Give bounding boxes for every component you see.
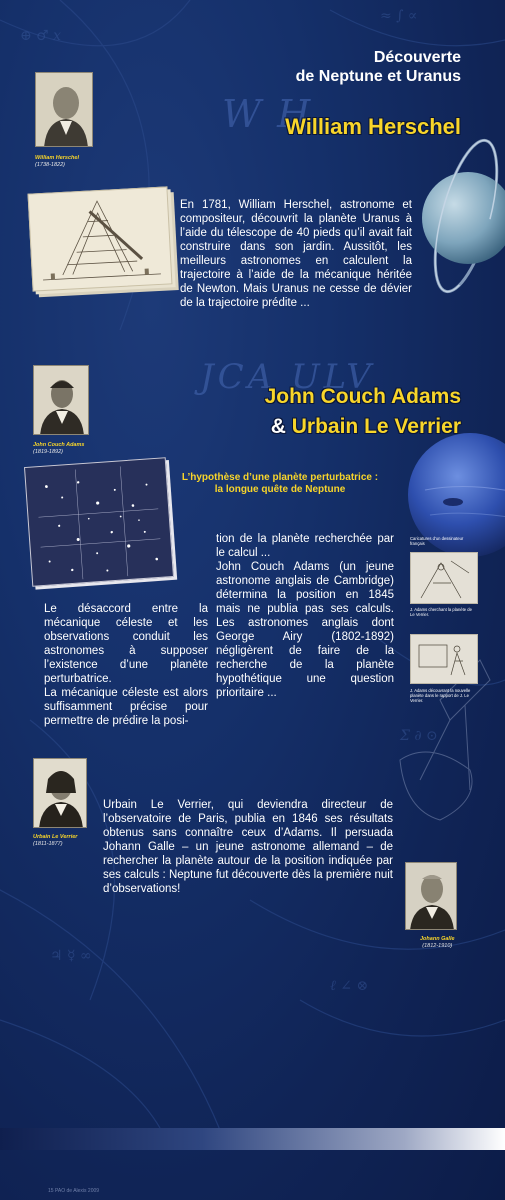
adams-portrait bbox=[33, 365, 89, 435]
telescope-engraving bbox=[28, 186, 173, 291]
cartoon-image-icon bbox=[411, 553, 477, 603]
svg-text:♃ ☿ ∞: ♃ ☿ ∞ bbox=[50, 948, 92, 964]
portrait-image-icon bbox=[34, 759, 87, 828]
galle-caption-name: Johann Galle bbox=[420, 936, 455, 942]
galle-caption bbox=[420, 936, 455, 950]
footer-credit: 15 PAO de Alexis 2009 bbox=[48, 1188, 100, 1194]
cartoon-title: Caricatures d’un dessinateur français bbox=[410, 536, 464, 546]
leverrier-text: Urbain Le Verrier, qui deviendra directeur de l’observatoire de Paris, publia en 1846 ses résultats obtenus sans connaître ceux d’Adams. Il persuada Johann Galle – un jeune astronome allemand – de rechercher la planète autour de la position indiquée par ses calculs : Neptune fut découverte dès la première nuit d’observations! bbox=[103, 799, 393, 895]
leverrier-caption-dates: (1811-1877) bbox=[33, 841, 63, 847]
herschel-portrait bbox=[35, 72, 93, 147]
herschel-caption bbox=[35, 155, 79, 169]
svg-text:ℓ ∠ ⊗: ℓ ∠ ⊗ bbox=[330, 978, 369, 994]
cartoon-image-icon bbox=[411, 635, 477, 683]
footer-gradient-bar bbox=[0, 1128, 505, 1150]
title-line-1: Découverte bbox=[373, 49, 461, 66]
uranus-planet-image bbox=[408, 136, 505, 301]
adams-subtitle-line2: la longue quête de Neptune bbox=[214, 484, 346, 495]
cartoon-2 bbox=[410, 634, 478, 684]
adams-caption-name: John Couch Adams bbox=[33, 442, 85, 448]
adams-monogram-text: JCA ULV bbox=[200, 357, 375, 397]
portrait-image-icon bbox=[406, 863, 457, 930]
portrait-image-icon bbox=[36, 73, 93, 147]
adams-heading-amp: & bbox=[270, 415, 286, 438]
galle-caption-dates: (1812-1910) bbox=[422, 943, 453, 949]
svg-text:⊕ ♂ 𝑥: ⊕ ♂ 𝑥 bbox=[20, 28, 62, 44]
herschel-caption-name: William Herschel bbox=[35, 155, 79, 161]
title-line-2: de Neptune et Uranus bbox=[295, 68, 461, 85]
star-chart-image bbox=[25, 458, 173, 585]
adams-caption-dates: (1819-1892) bbox=[33, 449, 63, 455]
adams-text-left: Le désaccord entre la mécanique céleste et les observations conduit les astronomes à supposer l’existence d’une planète perturbatrice. La mécanique céleste est alors suffisamment précise pour permettre de prédire la posi- bbox=[44, 603, 208, 727]
adams-heading-line1: John Couch Adams bbox=[264, 385, 461, 408]
telescope-icon bbox=[29, 187, 172, 290]
star-chart bbox=[24, 457, 174, 587]
svg-text:≈ ∫ ∝: ≈ ∫ ∝ bbox=[380, 8, 418, 24]
portrait-image-icon bbox=[34, 366, 89, 435]
herschel-text: En 1781, William Herschel, astronome et compositeur, découvrit la planète Uranus à l’aide du télescope de 40 pieds qu’il avait fait construire dans son jardin. Aussitôt, les meilleurs astronomes en calculent la trajectoire à l’aide de la mécanique héritée de Newton. Mais Uranus ne cesse de dévier de la trajectoire prédite ... bbox=[180, 199, 412, 309]
cartoon-2-caption: J. Adams découvrant la nouvelle planète dans le rapport de J. Le Verrier. bbox=[410, 688, 471, 703]
leverrier-caption bbox=[33, 834, 77, 848]
page-title bbox=[296, 48, 461, 86]
cartoon-1-caption: J. Adams cherchant la planète de Le Verrier. bbox=[410, 607, 472, 617]
adams-text-right: tion de la planète recherchée par le calcul ... John Couch Adams (un jeune astronome anglais de Cambridge) détermina la position en 1845 mais ne publia pas ses calculs. Les astronomes anglais dont George Airy (1802-1892) négligèrent de faire de la recherche de la planète hypothétique une question prioritaire ... bbox=[216, 533, 394, 699]
cartoon-1 bbox=[410, 552, 478, 604]
galle-portrait bbox=[405, 862, 457, 930]
svg-text:Σ ∂ ⊙: Σ ∂ ⊙ bbox=[400, 728, 438, 744]
adams-subtitle-line1: L’hypothèse d’une planète perturbatrice : bbox=[181, 472, 379, 483]
herschel-caption-dates: (1738-1822) bbox=[35, 162, 65, 168]
adams-caption bbox=[33, 442, 84, 456]
adams-subtitle bbox=[160, 472, 400, 496]
herschel-monogram: W H bbox=[222, 92, 313, 136]
leverrier-portrait bbox=[33, 758, 87, 828]
adams-heading-line2: Urbain Le Verrier bbox=[291, 415, 461, 438]
herschel-heading: William Herschel bbox=[285, 114, 461, 139]
leverrier-caption-name: Urbain Le Verrier bbox=[33, 834, 78, 840]
